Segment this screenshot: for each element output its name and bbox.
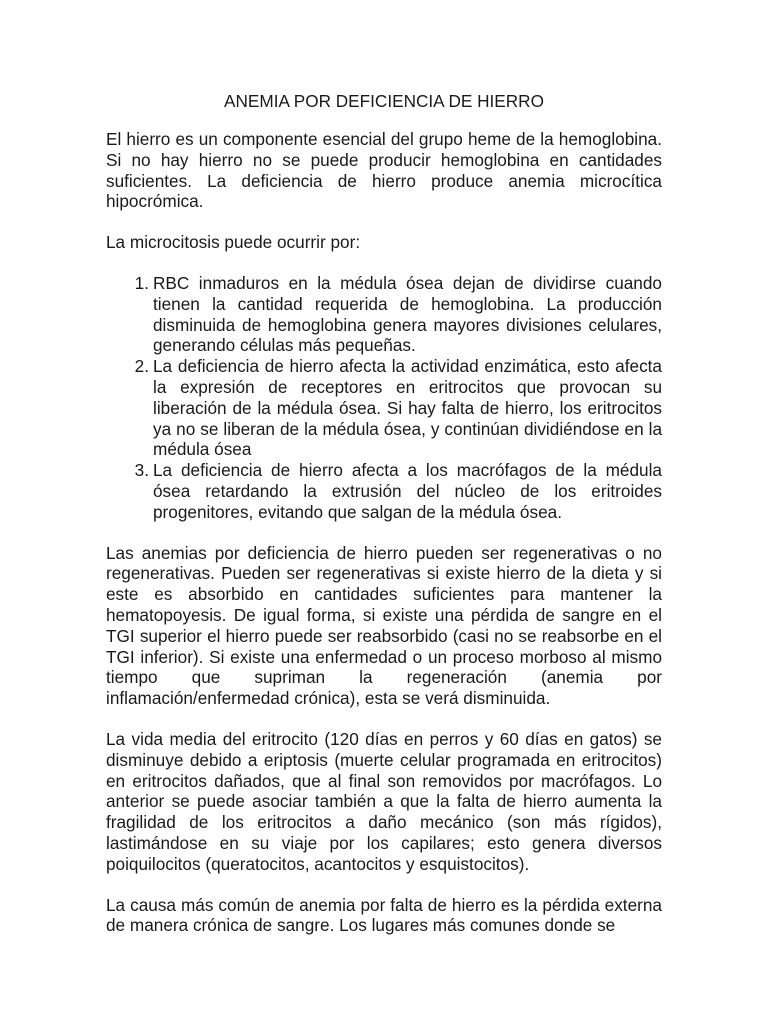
paragraph-causa-comun: La causa más común de anemia por falta de hierro es la pérdida externa de manera crónica de sangre. Los lugares más comunes donde se bbox=[106, 894, 662, 936]
list-item-number: 1. bbox=[134, 272, 149, 293]
paragraph-intro: El hierro es un componente esencial del grupo heme de la hemoglobina. Si no hay hierro no se puede producir hemoglobina en cantidades suficientes. La deficiencia de hierro produce anemia microcítica hipocrómica. bbox=[106, 129, 662, 212]
list-item-number: 2. bbox=[134, 356, 149, 377]
document-page bbox=[106, 90, 662, 956]
list-item bbox=[106, 273, 662, 356]
list-item bbox=[106, 356, 662, 460]
paragraph-microcitosis-lead: La microcitosis puede ocurrir por: bbox=[106, 232, 361, 253]
paragraph-vida-media: La vida media del eritrocito (120 días en perros y 60 días en gatos) se disminuye debido a eriptosis (muerte celular programada en eritrocitos) en eritrocitos dañados, que al final son removidos por macrófagos. Lo anterior se puede asociar también a que la falta de hierro aumenta la fragilidad de los eritrocitos a daño mecánico (son más rígidos), lastimándose en su viaje por los capilares; esto genera diversos poiquilocitos (queratocitos, acantocitos y esquistocitos). bbox=[106, 728, 662, 874]
list-item-text: RBC inmaduros en la médula ósea dejan de dividirse cuando tienen la cantidad requerida de hemoglobina. La producción disminuida de hemoglobina genera mayores divisiones celulares, generando células más pequeñas. bbox=[153, 272, 662, 356]
list-item-number: 3. bbox=[134, 460, 149, 481]
document-title: ANEMIA POR DEFICIENCIA DE HIERRO bbox=[224, 91, 544, 111]
list-item bbox=[106, 460, 662, 522]
list-item-text: La deficiencia de hierro afecta a los macrófagos de la médula ósea retardando la extrusión del núcleo de los eritroides progenitores, evitando que salgan de la médula ósea. bbox=[153, 460, 662, 522]
list-item-text: La deficiencia de hierro afecta la actividad enzimática, esto afecta la expresión de receptores en eritrocitos que provocan su liberación de la médula ósea. Si hay falta de hierro, los eritrocitos ya no se liberan de la médula ósea, y continúan dividiéndose en la médula ósea bbox=[153, 356, 662, 460]
causes-list bbox=[106, 273, 662, 523]
paragraph-regenerativas: Las anemias por deficiencia de hierro pueden ser regenerativas o no regenerativas. Pueden ser regenerativas si existe hierro de la dieta y si este es absorbido en cantidades suficientes para mantener la hematopoyesis. De igual forma, si existe una pérdida de sangre en el TGI superior el hierro puede ser reabsorbido (casi no se reabsorbe en el TGI inferior). Si existe una enfermedad o un proceso morboso al mismo tiempo que supriman la regeneración (anemia por inflamación/enfermedad crónica), esta se verá disminuida. bbox=[106, 542, 662, 709]
